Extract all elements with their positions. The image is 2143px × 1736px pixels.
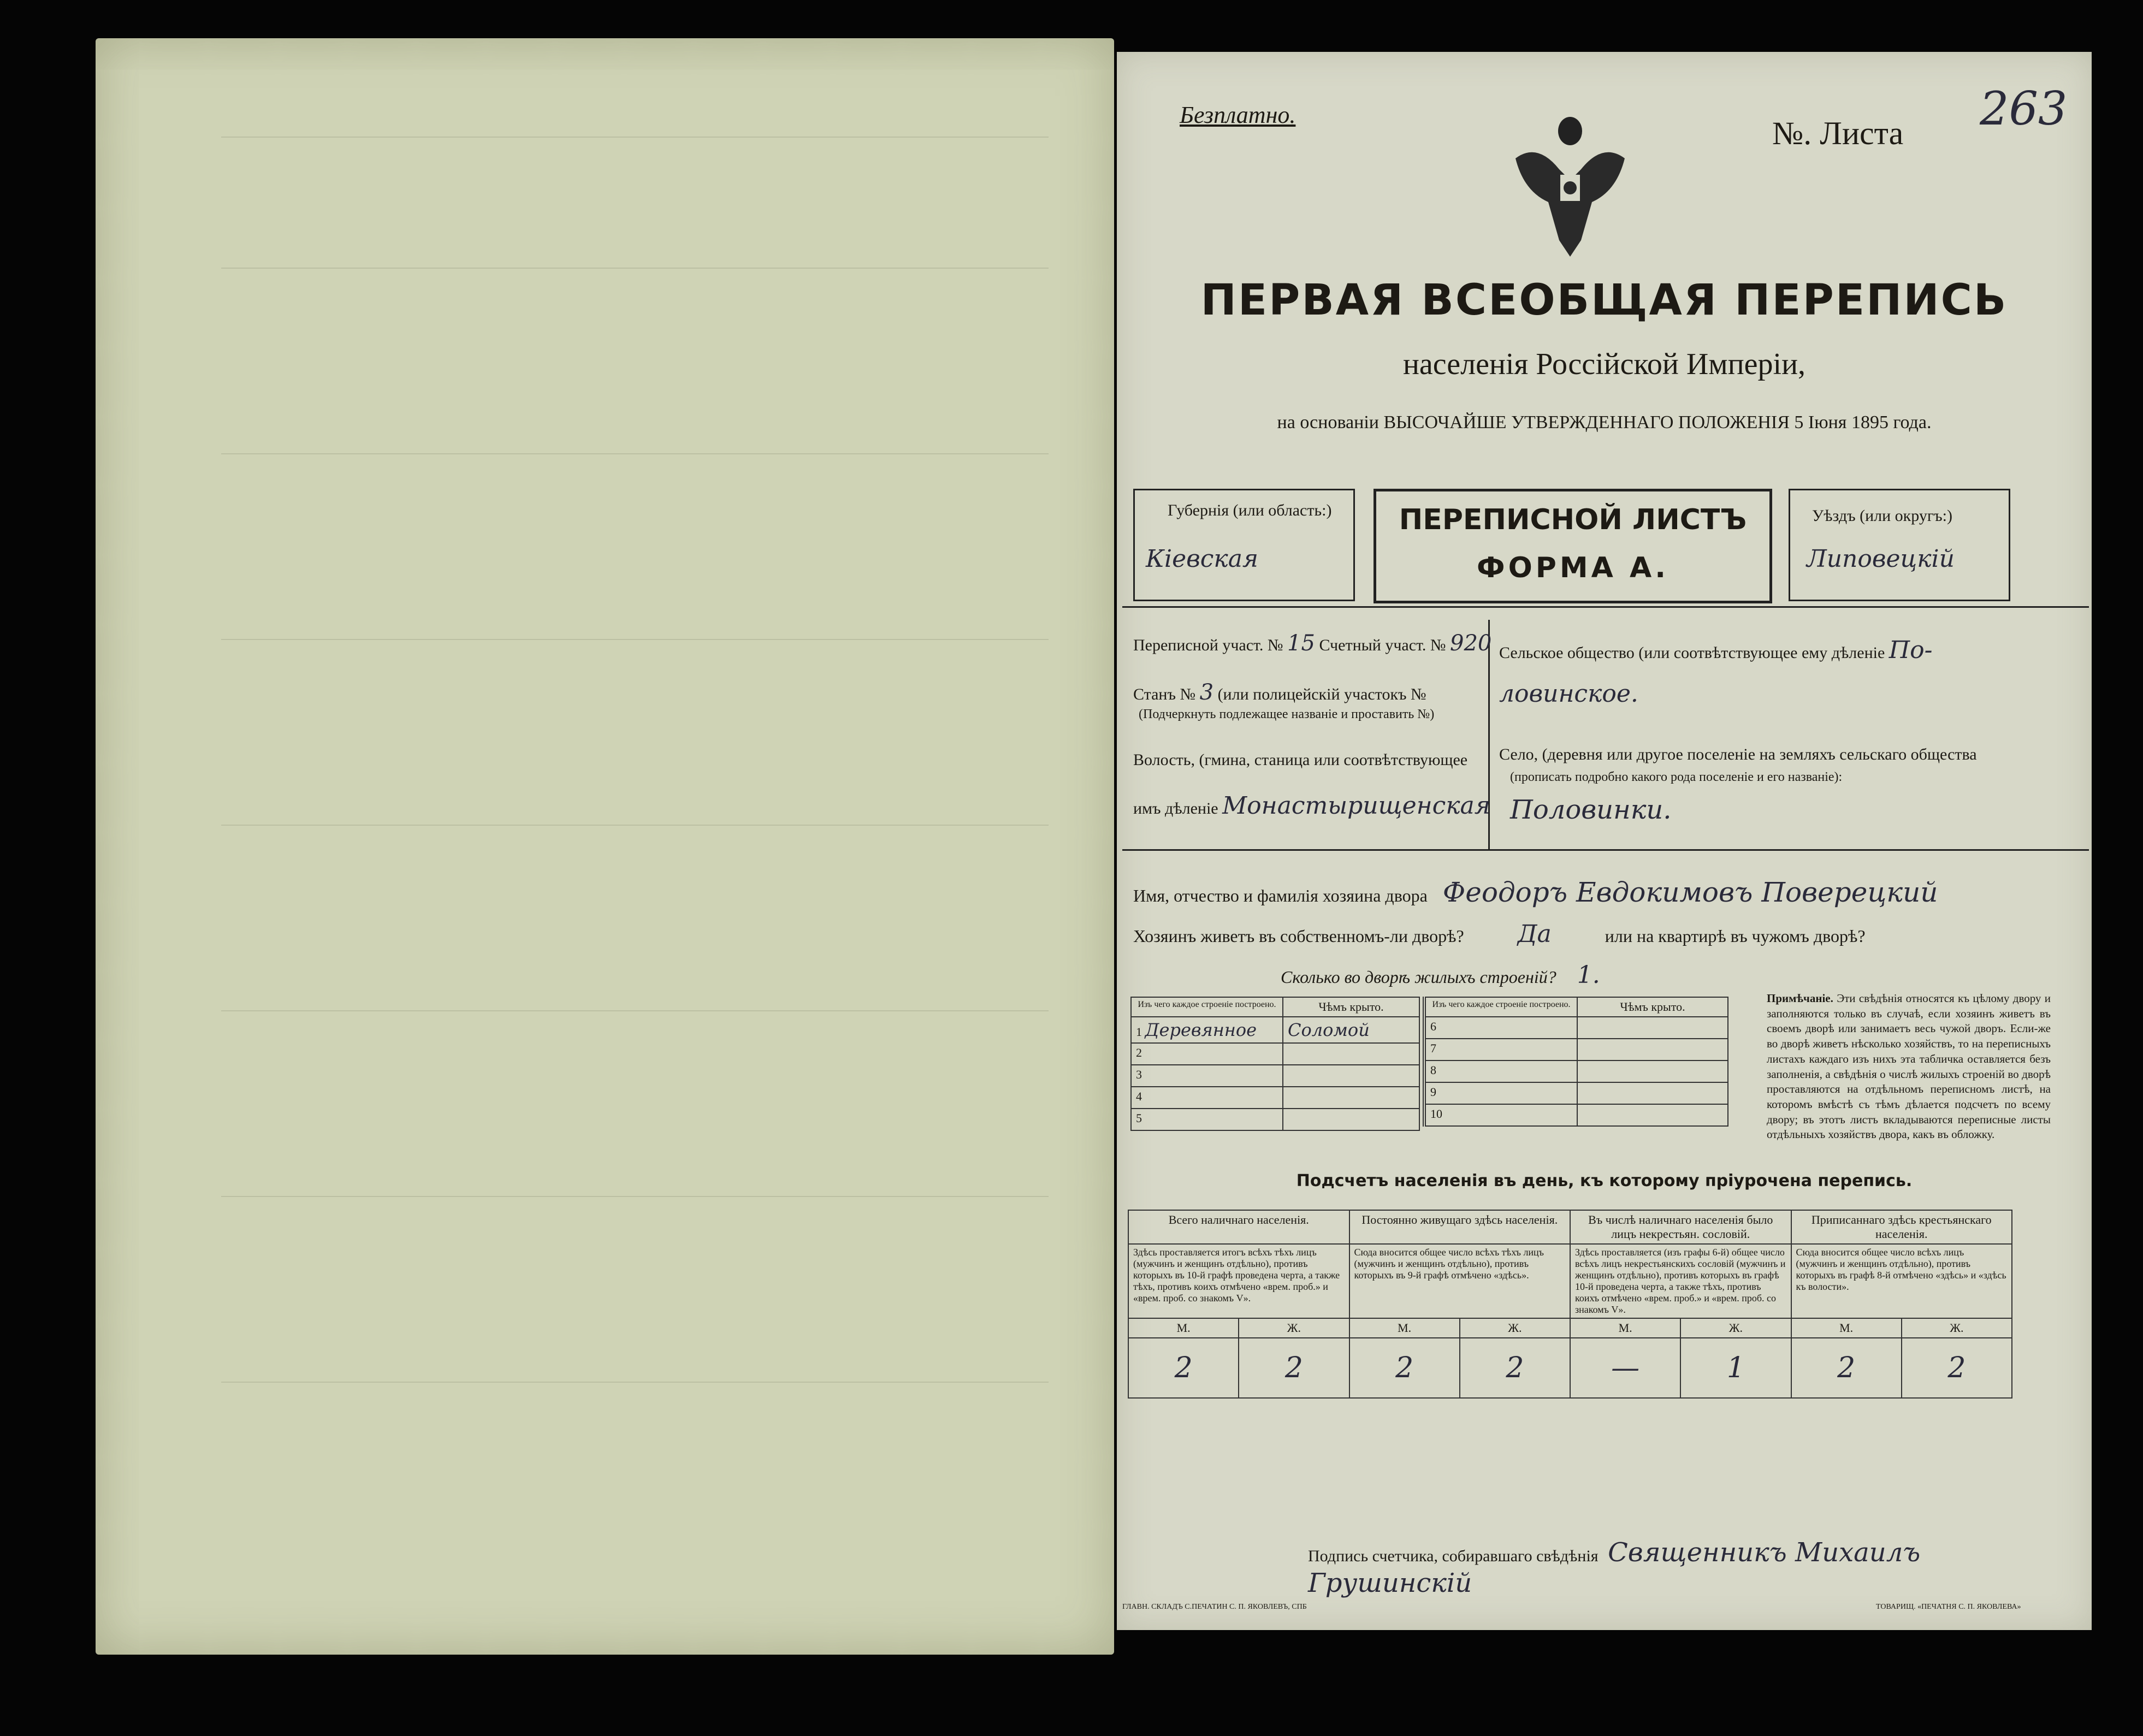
selo-value: Половинки. [1510, 795, 1672, 825]
form-letter: ФОРМА А. [1477, 552, 1669, 584]
volost-field: имъ дѣленіе Монастырищенская [1133, 792, 1490, 820]
uezd-label: Уѣздъ (или округъ:) [1812, 507, 1953, 525]
uezd-box [1789, 489, 2010, 601]
stan-note: (Подчеркнуть подлежащее названіе и проставить №) [1139, 707, 1435, 721]
note-block [1767, 991, 2051, 1142]
resident-f: 2 [1460, 1338, 1570, 1398]
stan-field: Станъ № 3 (или полицейскій участокъ № [1133, 680, 1426, 705]
page-subtitle: населенія Россійской Имперіи, [1402, 347, 1806, 381]
obshchestvo-field: Сельское общество (или соотвѣтствующее ему дѣленіе По- [1499, 636, 1933, 664]
census-form-page [1117, 52, 2092, 1630]
guberniya-label: Губернія (или область:) [1168, 501, 1332, 519]
owner-value: Феодоръ Евдокимовъ Поверецкий [1442, 876, 1938, 908]
sheet-number-handwritten: 263 [1980, 82, 2068, 135]
page-title: ПЕРВАЯ ВСЕОБЩАЯ ПЕРЕПИСЬ [1200, 276, 2008, 325]
lives-field: Хозяинъ живетъ въ собственномъ-ли дворѣ? Да или на квартирѣ въ чужомъ дворѣ? [1133, 920, 1866, 948]
volost-label: Волость, (гмина, станица или соотвѣтствующее [1133, 751, 1468, 769]
owner-field: Имя, отчество и фамилія хозяина двора Феодоръ Евдокимовъ Поверецкий [1133, 876, 1938, 908]
peasant-m: 2 [1791, 1338, 1902, 1398]
buildings-field: Сколько во дворѣ жилыхъ строеній? 1. [1281, 961, 1600, 989]
nonpeasant-m: — [1570, 1338, 1680, 1398]
row1-material: Деревянное [1145, 1020, 1257, 1040]
rule [1122, 606, 2089, 608]
note-title: Примѣчаніе. [1767, 992, 1833, 1005]
form-title-box [1374, 489, 1772, 603]
sheet-number-label: №. Листа [1772, 115, 1904, 151]
nonpeasant-f: 1 [1680, 1338, 1791, 1398]
row1-roof: Соломой [1283, 1017, 1419, 1043]
left-page [96, 38, 1114, 1655]
note-text: Эти свѣдѣнія относятся къ цѣлому двору и заполняются только въ случаѣ, если хозяинъ живетъ въ своемъ дворѣ или занимаетъ весь чужой дворъ. Если-же во дворѣ живетъ нѣсколько хозяйствъ, то на переписныхъ листахъ каждаго изъ нихъ эта табличка оставляется безъ заполненія, а свѣдѣнія о числѣ жилыхъ строеній во дворѣ проставляются на отдѣльномъ переписномъ листѣ, на которомъ вмѣстѣ съ тѣмъ дѣлается подсчетъ по всему двору; въ этотъ листъ вкладываются переписные листы отдѣльныхъ хозяйствъ двора, какъ въ обложку. [1767, 992, 2051, 1141]
lives-value: Да [1517, 920, 1552, 948]
obshchestvo-value: По- [1889, 636, 1933, 664]
schetny-value: 920 [1450, 631, 1492, 656]
total-f: 2 [1239, 1338, 1349, 1398]
volost-value: Монастырищенская [1222, 792, 1490, 820]
guberniya-value: Кіевская [1146, 545, 1259, 573]
signature-field: Подпись счетчика, собиравшаго свѣдѣнія Священникъ Михаилъ Грушинскій [1308, 1537, 1921, 1598]
summary-heading: Подсчетъ населенія въ день, къ которому пріурочена перепись. [1296, 1171, 1913, 1190]
uchastok-field: Переписной участ. № 15 Счетный участ. № 920 [1133, 631, 1492, 656]
obshchestvo-value-2: ловинское. [1499, 680, 1638, 708]
buildings-table-left: Изъ чего каждое строеніе построено. Чѣмъ крыто. 1 Деревянное Соломой 2 3 4 5 [1130, 997, 1420, 1131]
total-m: 2 [1128, 1338, 1239, 1398]
stan-value: 3 [1199, 680, 1214, 705]
signature-value: Священникъ Михаилъ Грушинскій [1308, 1537, 1921, 1598]
summary-table: Всего наличнаго населенія. Постоянно живущаго здѣсь населенія. Въ числѣ наличнаго населенія было лицъ некрестьян. сословій. Приписаннаго здѣсь крестьянскаго населенія. Здѣсь проставляется итогъ всѣхъ тѣхъ лицъ (мужчинъ и женщинъ отдѣльно), противъ которыхъ въ 10-й графѣ проведена черта, а также тѣхъ, противъ коихъ отмѣчено «врем. пpоб.» и «врем. проб. со знакомъ V». Сюда вносится общее число всѣхъ тѣхъ лицъ (мужчинъ и женщинъ отдѣльно), противъ которыхъ въ 9-й графѣ отмѣчено «здѣсь». Здѣсь проставляется (изъ графы 6-й) общее число всѣхъ лицъ некрестьянскихъ сословій (мужчинъ и женщинъ отдѣльно), противъ которыхъ въ графѣ 10-й проведена черта, а также тѣхъ, противъ коихъ отмѣчено «врем. проб.» и «врем. проб. со знакомъ V». Сюда вносится общее число всѣхъ лицъ (мужчинъ и женщинъ отдѣльно), противъ которыхъ въ графѣ 8-й отмѣчено «здѣсь» и «здѣсь къ волости». М. Ж. М. Ж. М. Ж. М. Ж. 2 2 2 2 — 1 2 2 [1128, 1210, 2012, 1399]
form-title: ПЕРЕПИСНОЙ ЛИСТЪ [1399, 503, 1747, 536]
bleed-through-lines [96, 38, 1114, 1655]
uezd-value: Липовецкій [1807, 545, 1955, 573]
printer-right: ТОВАРИЩ. «ПЕЧАТНЯ С. П. ЯКОВЛЕВА» [1876, 1603, 2021, 1611]
guberniya-box [1133, 489, 1355, 601]
imperial-eagle-icon [1499, 109, 1641, 262]
buildings-value: 1. [1577, 961, 1600, 989]
buildings-table-right: Изъ чего каждое строеніе построено. Чѣмъ крыто. 6 7 8 9 10 [1423, 997, 1728, 1127]
selo-note: (прописать подробно какого рода поселеніе и его названіе): [1510, 770, 1843, 784]
printer-left: ГЛАВН. СКЛАДЪ С.ПЕЧАТИН С. П. ЯКОВЛЕВЪ, СПБ [1122, 1603, 1307, 1611]
peasant-f: 2 [1902, 1338, 2012, 1398]
legal-basis: на основаніи ВЫСОЧАЙШЕ УТВЕРЖДЕННАГО ПОЛОЖЕНІЯ 5 Іюня 1895 года. [1277, 412, 1932, 432]
resident-m: 2 [1349, 1338, 1460, 1398]
uchastok-value: 15 [1287, 631, 1315, 656]
rule [1122, 849, 2089, 851]
selo-label: Село, (деревня или другое поселеніе на земляхъ сельскаго общества [1499, 745, 1977, 763]
free-label: Безплатно. [1180, 102, 1296, 128]
